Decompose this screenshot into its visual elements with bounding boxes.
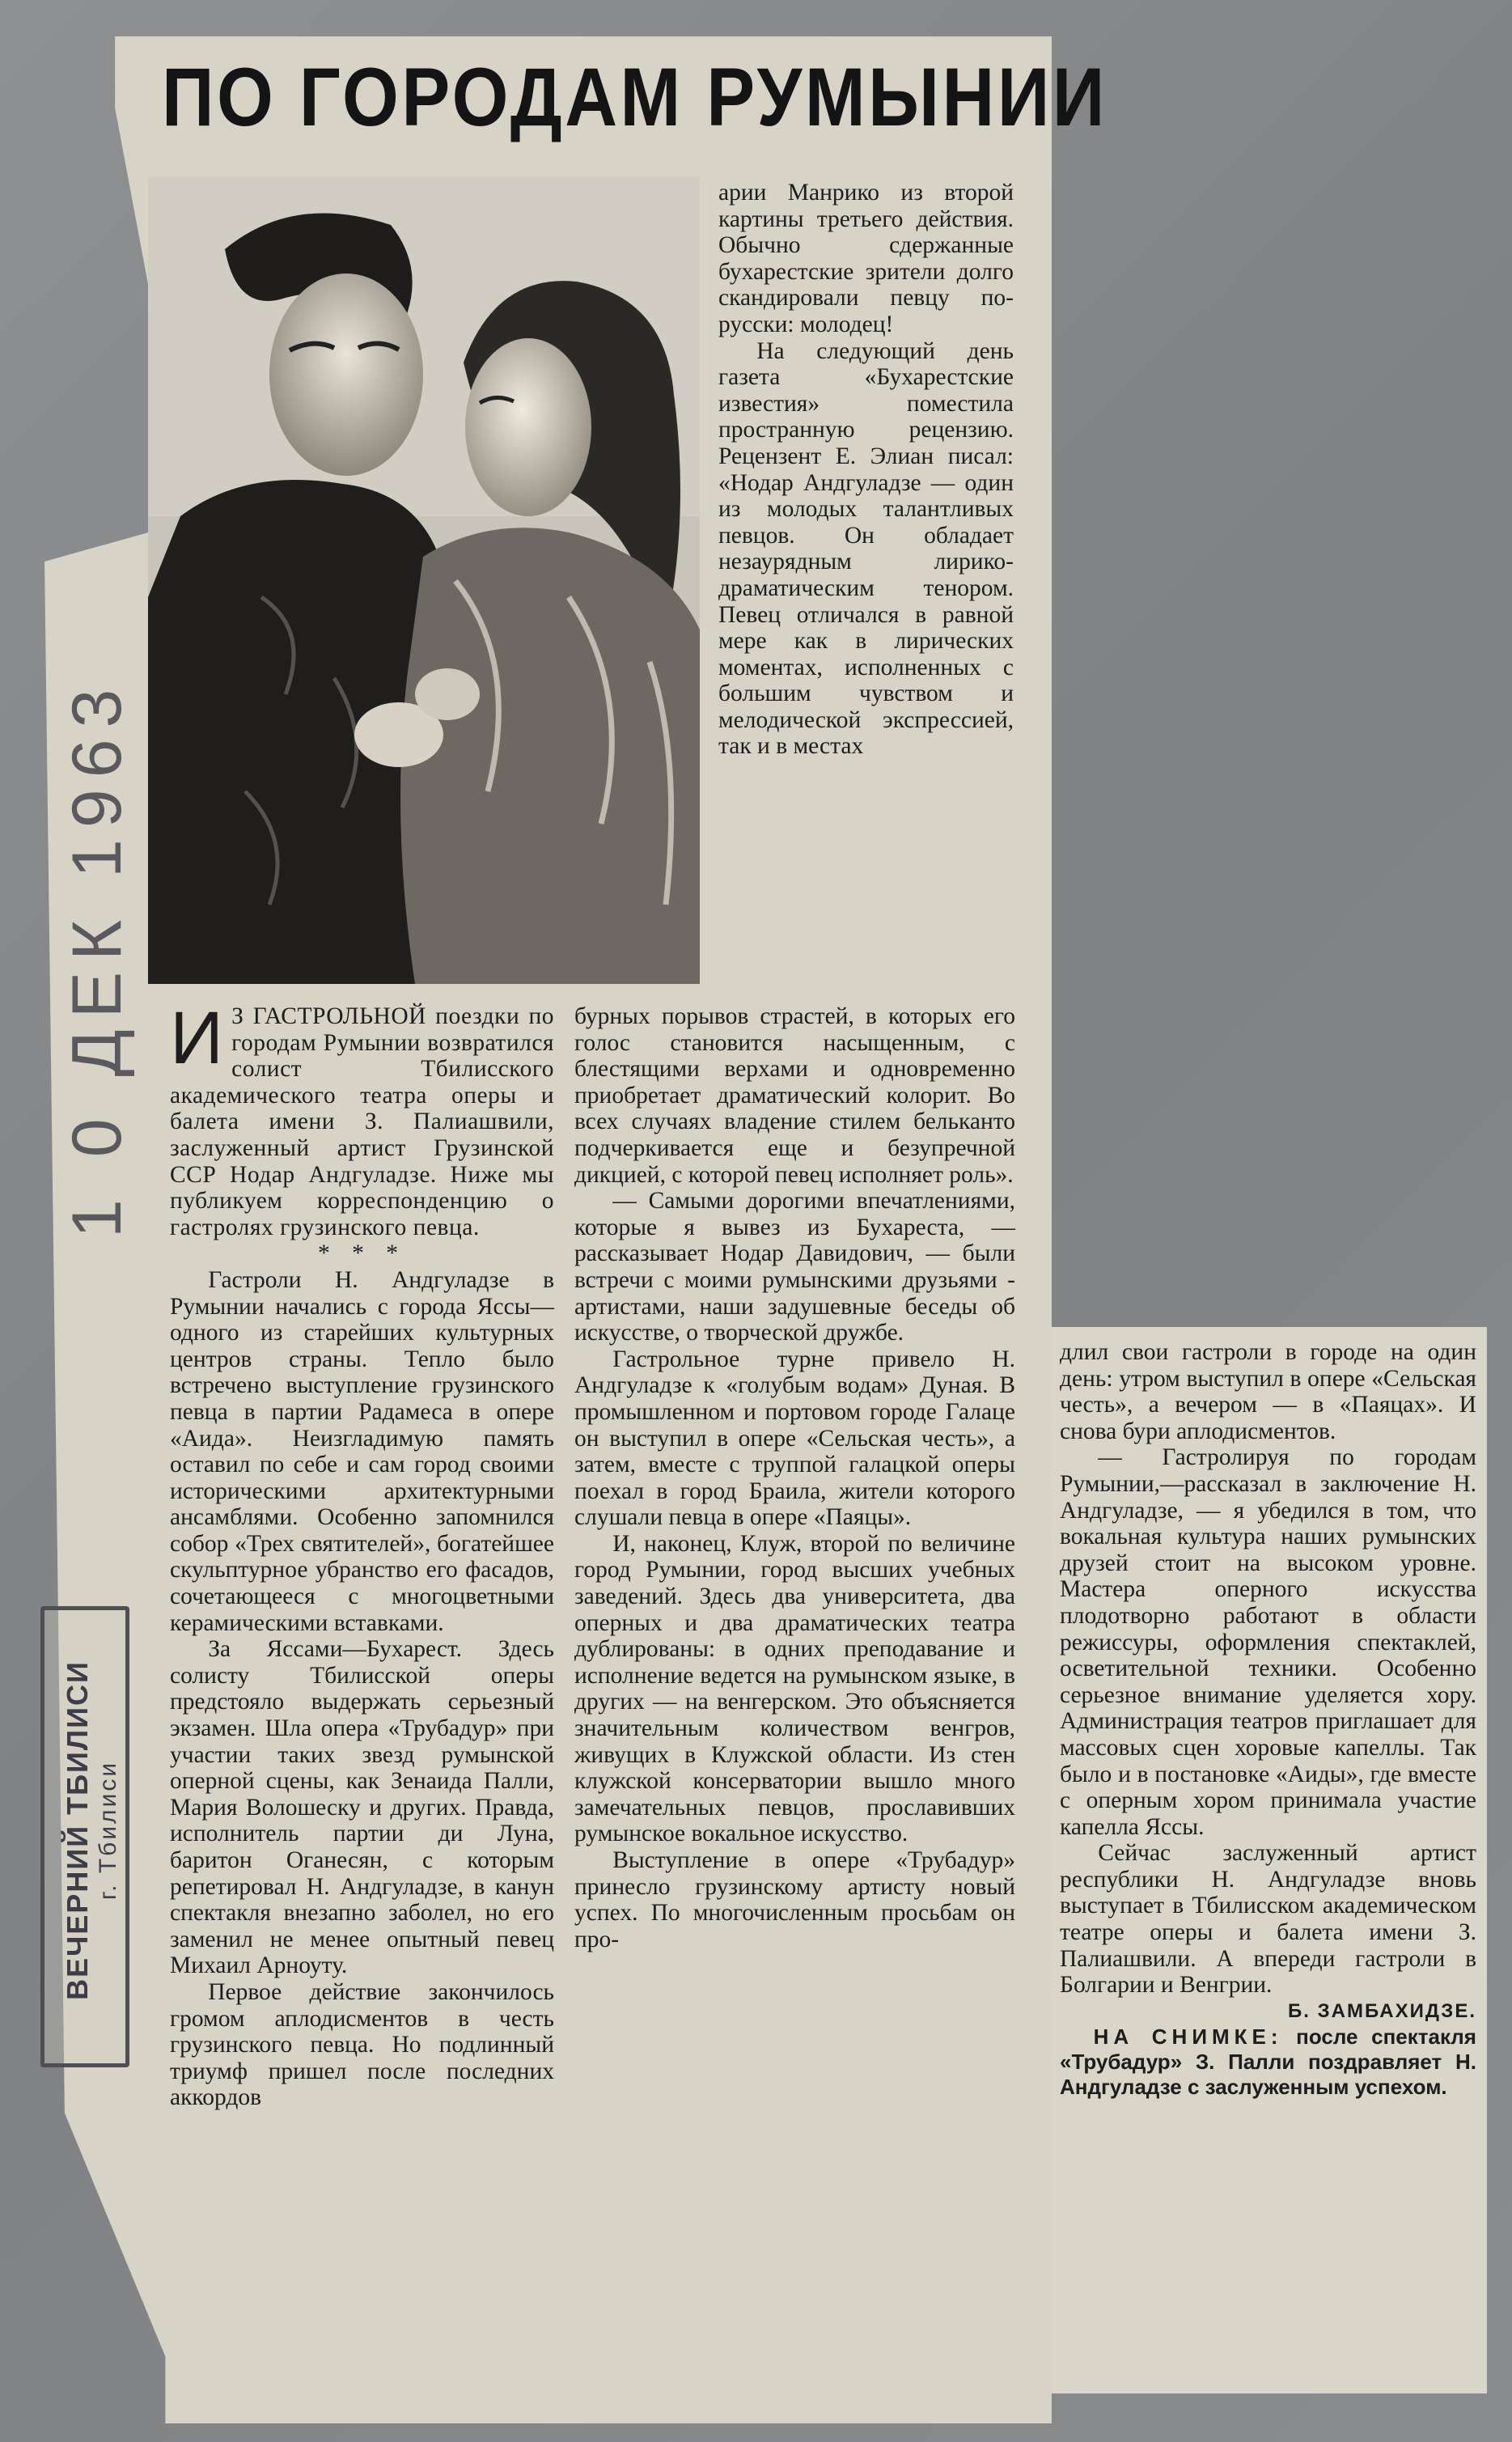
paragraph: Первое действие закончилось громом аплодисментов в честь грузинского певца. Но подлинный триумф пришел после последних аккордов — [170, 1978, 554, 2111]
separator: * * * — [318, 1240, 406, 1267]
newspaper-stamp — [40, 1606, 129, 2067]
photo-illustration — [148, 176, 700, 984]
drop-cap: И — [170, 997, 224, 1079]
paragraph: На следующий день газета «Бухарестские известия» поместила пространную рецензию. Рецензент Е. Элиан писал: «Нодар Андгуладзе — один из молодых талантливых певцов. Он обладает незаурядным лирико-драматическим тенором. Певец отличался в равной мере как в лирических моментах, исполненных с большим чувством и мелодической экспрессией, так и в местах — [718, 337, 1014, 760]
paragraph: Сейчас заслуженный артист республики Н. Андгуладзе вновь выступает в Тбилисском академическом театре оперы и балета имени З. Палиашвили. А впереди гастроли в Болгарии и Венгрии. — [1060, 1840, 1476, 1999]
date-stamp: 1 0 ДЕК 1963 — [57, 677, 136, 1238]
column-1 — [170, 997, 554, 2111]
stamp-newspaper-name: ВЕЧЕРНИЙ ТБИЛИСИ — [61, 1660, 94, 2000]
caption-label: НА СНИМКЕ: — [1093, 2024, 1283, 2050]
photo — [148, 176, 700, 984]
lead-paragraph — [170, 997, 554, 1240]
column-2 — [574, 1003, 1015, 1952]
paragraph: И, наконец, Клуж, второй по величине город Румынии, город высших учебных заведений. Здесь два университета, два оперных и два драматических театра дублированы: в одних преподавание и исполнение ведется на румынском языке, в других — на венгерском. Это объясняется значительным количеством венгров, живущих в Клужской области. Из стен клужской консерватории вышло много замечательных певцов, прославивших румынское вокальное искусство. — [574, 1530, 1015, 1847]
headline: ПО ГОРОДАМ РУМЫНИИ — [162, 51, 1108, 143]
paragraph: арии Манрико из второй картины третьего действия. Обычно сдержанные бухарестские зрители долго скандировали певцу по-русски: молодец! — [718, 180, 1014, 337]
paragraph: длил свои гастроли в городе на один день: утром выступил в опере «Сельская честь», а вечером — в «Паяцах». И снова бури аплодисментов. — [1060, 1339, 1476, 1444]
paragraph: Выступление в опере «Трубадур» принесло грузинскому артисту новый успех. По многочисленным просьбам он про- — [574, 1847, 1015, 1952]
column-3 — [1060, 1339, 1476, 2100]
paragraph: Гастроли Н. Андгуладзе в Румынии начались с города Яссы—одного из старейших культурных центров страны. Тепло было встречено выступление грузинского певца в партии Радамеса в опере «Аида». Неизгладимую память оставил по себе и сам город своими историческими архитектурными ансамблями. Особенно запомнился собор «Трех святителей», богатейшее скульптурное убранство его фасадов, сочетающееся с многоцветными керамическими вставками. — [170, 1266, 554, 1636]
lead-text: З ГАСТРОЛЬНОЙ поездки по городам Румынии возвратился солист Тбилисского академического театра оперы и балета имени З. Палиашвили, заслуженный артист Грузинской ССР Нодар Андгуладзе. Ниже мы публикуем корреспонденцию о гастролях грузинского певца. — [170, 1003, 554, 1240]
paragraph: — Гастролируя по городам Румынии,—рассказал в заключение Н. Андгуладзе, — я убедился в том, что вокальная культура наших румынских друзей стоит на высоком уровне. Мастера оперного искусства плодотворно работают в области режиссуры, оформления спектаклей, осветительной техники. Особенно серьезное внимание уделяется хору. Администрация театров приглашает для массовых сцен хоровые капеллы. Так было и в постановке «Аиды», где вместе с оперным хором принимала участие капелла Яссы. — [1060, 1444, 1476, 1840]
paragraph: За Яссами—Бухарест. Здесь солисту Тбилисской оперы предстояло выдержать серьезный экзамен. Шла опера «Трубадур» при участии таких звезд румынской оперной сцены, как Зенаида Палли, Мария Волошеску и других. Правда, исполнитель партии ди Луна, баритон Оганесян, с которым репетировал Н. Андгуладзе, в канун спектакля внезапно заболел, но его заменил не менее опытный певец Михаил Арноуту. — [170, 1636, 554, 1979]
paragraph: — Самыми дорогими впечатлениями, которые я вывез из Бухареста, — рассказывает Нодар Давидович, — были встречи с моими румынскими друзьями - артистами, наши задушевные беседы об искусстве, о творческой дружбе. — [574, 1188, 1015, 1346]
author-signature: Б. ЗАМБАХИДЗЕ. — [1288, 1999, 1476, 2022]
paragraph: Гастрольное турне привело Н. Андгуладзе к «голубым водам» Дуная. В промышленном и портовом городе Галаце он выступил в опере «Сельская честь», а затем, вместе с труппой галацкой оперы поехал в город Браила, жители которого слушали певца в опере «Паяцы». — [574, 1346, 1015, 1531]
photo-caption — [1060, 2024, 1476, 2100]
paragraph: бурных порывов страстей, в которых его голос становится насыщенным, с блестящими верхами и одновременно приобретает драматический колорит. Во всех случаях владение стилем бельканто подчеркивается еще и безупречной дикцией, с которой певец исполняет роль». — [574, 1003, 1015, 1188]
caption-text: после спектакля «Трубадур» З. Палли поздравляет Н. Андгуладзе с заслуженным успехом. — [1060, 2024, 1476, 2100]
column-2-top — [718, 180, 1014, 760]
stamp-city: г. Тбилиси — [95, 1760, 121, 1901]
